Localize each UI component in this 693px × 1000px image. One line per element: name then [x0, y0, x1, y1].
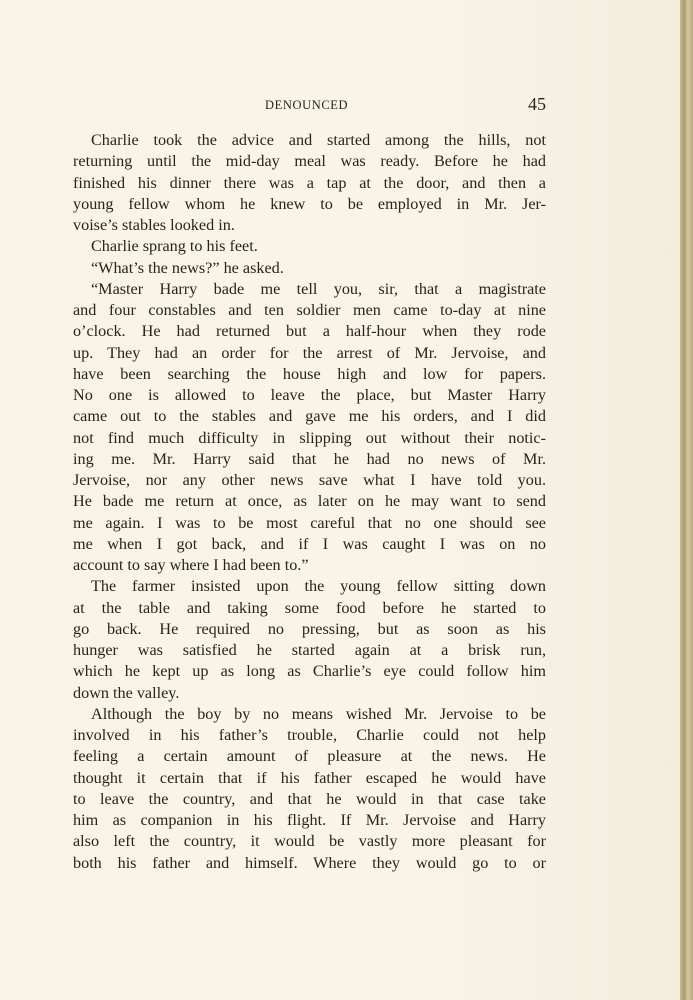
- text-line: me again. I was to be most careful that no one should see: [73, 513, 546, 532]
- text-line: ing me. Mr. Harry said that he had no news of Mr.: [73, 449, 546, 468]
- text-line: involved in his father’s trouble, Charlie could not help: [73, 726, 546, 744]
- running-head: DENOUNCED: [265, 98, 349, 112]
- text-line: He bade me return at once, as later on he may want to send: [73, 492, 546, 511]
- text-line: voise’s stables looked in.: [73, 216, 235, 234]
- text-line: “What’s the news?” he asked.: [91, 258, 284, 277]
- text-line: o’clock. He had returned but a half-hour when they rode: [73, 322, 546, 341]
- text-line: up. They had an order for the arrest of Mr. Jervoise, and: [73, 343, 546, 362]
- text-line: both his father and himself. Where they would go to or: [73, 853, 546, 872]
- text-line: Jervoise, nor any other news save what I have told you.: [73, 471, 546, 489]
- text-line: Although the boy by no means wished Mr. Jervoise to be: [91, 704, 546, 723]
- text-line: to leave the country, and that he would in that case take: [73, 789, 546, 808]
- text-line: which he kept up as long as Charlie’s eye could follow him: [73, 662, 546, 681]
- text-line: and four constables and ten soldier men came to-day at nine: [73, 301, 546, 319]
- text-line: me when I got back, and if I was caught I was on no: [73, 534, 546, 553]
- text-line: account to say where I had been to.”: [73, 556, 309, 574]
- text-line: have been searching the house high and low for papers.: [73, 364, 546, 383]
- text-line: not find much difficulty in slipping out without their notic-: [73, 428, 546, 447]
- text-line: No one is allowed to leave the place, but Master Harry: [73, 386, 546, 404]
- text-line: also left the country, it would be vastly more pleasant for: [73, 832, 546, 851]
- text-line: “Master Harry bade me tell you, sir, that a magistrate: [91, 279, 546, 298]
- text-line: feeling a certain amount of pleasure at the news. He: [73, 747, 546, 766]
- page-header: [73, 94, 546, 116]
- text-line: Charlie took the advice and started among the hills, not: [91, 131, 546, 149]
- text-line: came out to the stables and gave me his orders, and I did: [73, 407, 546, 426]
- text-line: The farmer insisted upon the young fellow sitting down: [91, 577, 546, 596]
- page-number: 45: [528, 94, 546, 114]
- body-text: [73, 130, 546, 874]
- text-line: finished his dinner there was a tap at the door, and then a: [73, 173, 546, 192]
- book-spine-edge: [680, 0, 693, 1000]
- text-line: thought it certain that if his father escaped he would have: [73, 768, 546, 787]
- text-line: young fellow whom he knew to be employed in Mr. Jer-: [73, 194, 546, 213]
- text-line: at the table and taking some food before he started to: [73, 598, 546, 617]
- text-line: go back. He required no pressing, but as soon as his: [73, 619, 546, 638]
- text-line: Charlie sprang to his feet.: [91, 237, 258, 256]
- text-line: down the valley.: [73, 683, 180, 702]
- text-line: hunger was satisfied he started again at a brisk run,: [73, 641, 546, 659]
- text-line: returning until the mid-day meal was ready. Before he had: [73, 152, 546, 171]
- text-line: him as companion in his flight. If Mr. Jervoise and Harry: [73, 811, 546, 829]
